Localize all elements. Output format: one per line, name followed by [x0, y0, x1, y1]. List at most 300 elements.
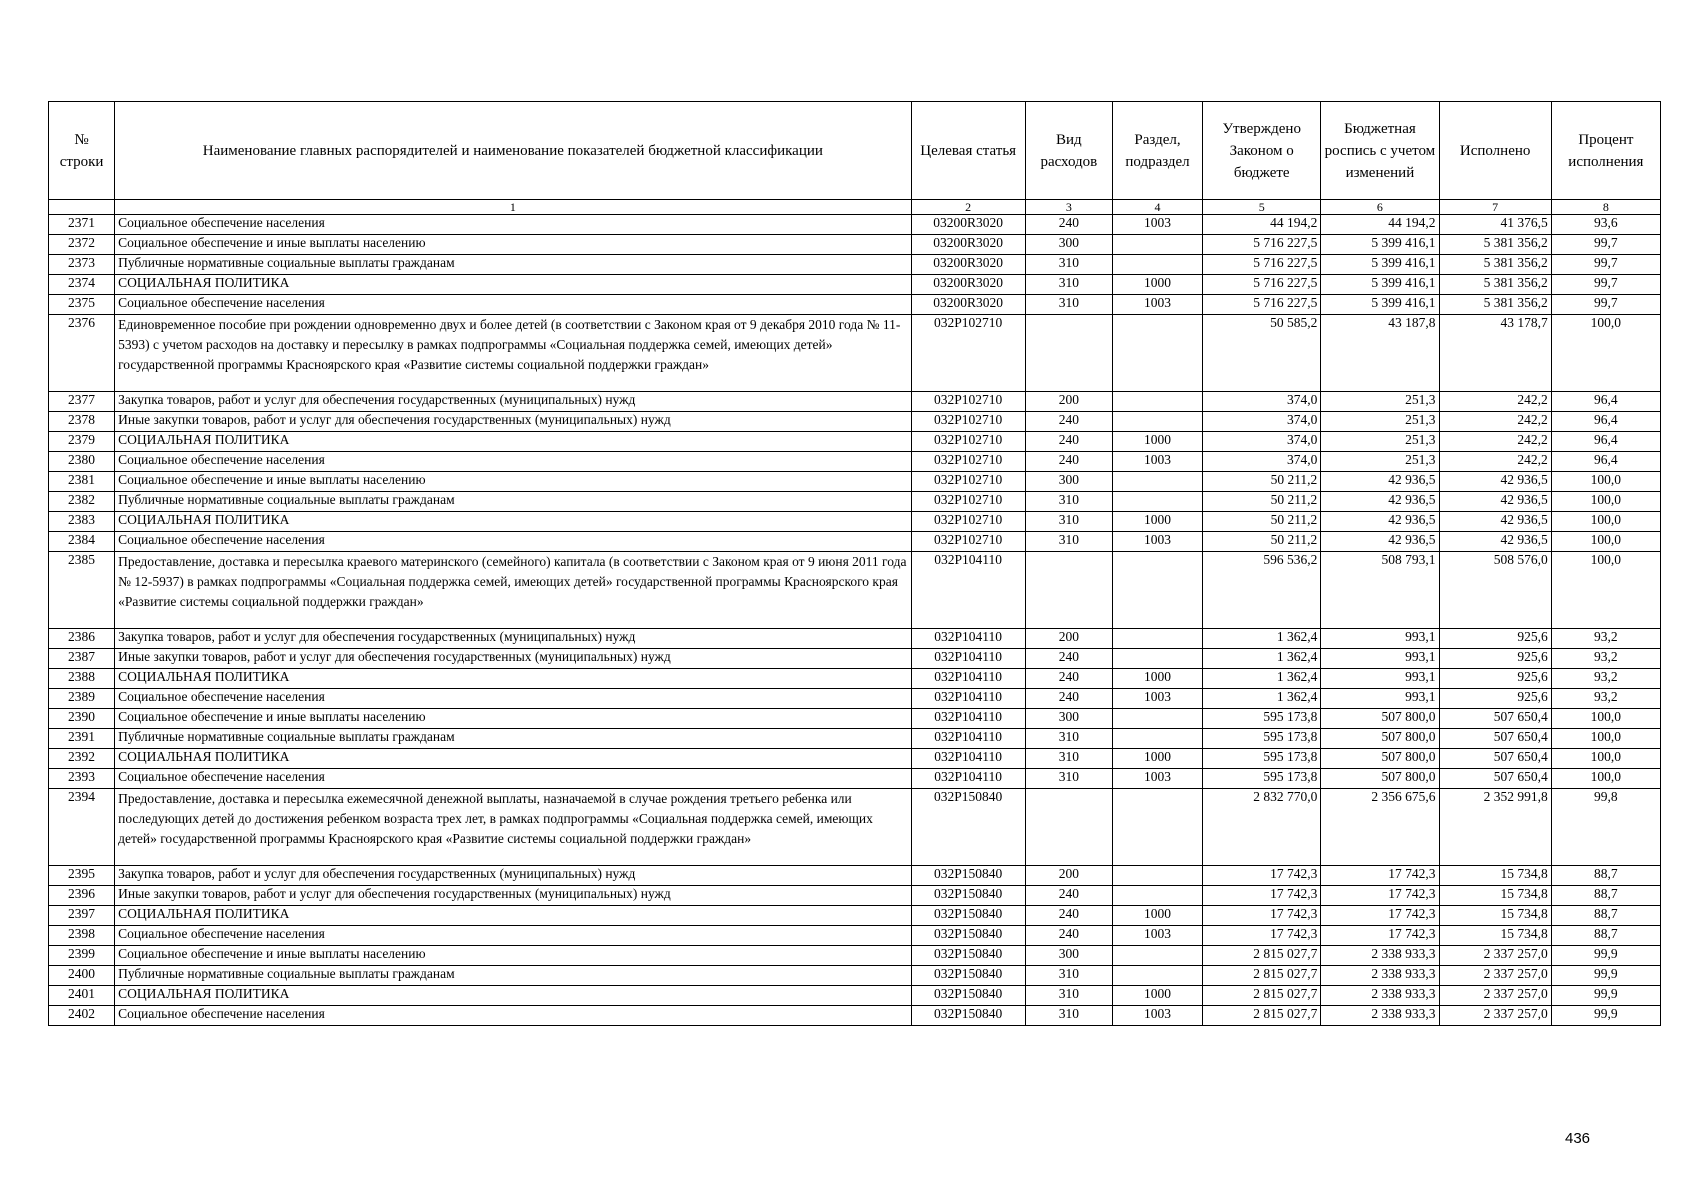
approved-amount-cell: 50 211,2 — [1203, 472, 1321, 492]
name-cell: Публичные нормативные социальные выплаты гражданам — [115, 729, 911, 749]
table-row — [49, 749, 1661, 769]
percent-cell: 100,0 — [1551, 769, 1660, 789]
executed-amount-cell: 925,6 — [1439, 669, 1551, 689]
percent-cell: 100,0 — [1551, 729, 1660, 749]
percent-cell: 99,8 — [1551, 789, 1660, 866]
expense-type-cell: 200 — [1025, 629, 1112, 649]
revised-amount-cell: 251,3 — [1321, 412, 1439, 432]
percent-cell: 99,9 — [1551, 966, 1660, 986]
revised-amount-cell: 42 936,5 — [1321, 492, 1439, 512]
col-number: 4 — [1112, 200, 1202, 215]
expense-type-cell — [1025, 552, 1112, 629]
executed-amount-cell: 507 650,4 — [1439, 769, 1551, 789]
executed-amount-cell: 5 381 356,2 — [1439, 235, 1551, 255]
revised-amount-cell: 508 793,1 — [1321, 552, 1439, 629]
revised-amount-cell: 17 742,3 — [1321, 906, 1439, 926]
revised-amount-cell: 43 187,8 — [1321, 315, 1439, 392]
section-cell: 1003 — [1112, 769, 1202, 789]
col-number: 6 — [1321, 200, 1439, 215]
approved-amount-cell: 50 211,2 — [1203, 512, 1321, 532]
executed-amount-cell: 15 734,8 — [1439, 926, 1551, 946]
percent-cell: 96,4 — [1551, 432, 1660, 452]
revised-amount-cell: 2 338 933,3 — [1321, 946, 1439, 966]
table-row — [49, 886, 1661, 906]
col-header-expense-type: Вид расходов — [1025, 102, 1112, 200]
approved-amount-cell: 595 173,8 — [1203, 769, 1321, 789]
name-cell: Социальное обеспечение населения — [115, 769, 911, 789]
col-number: 3 — [1025, 200, 1112, 215]
expense-type-cell: 240 — [1025, 886, 1112, 906]
name-cell: СОЦИАЛЬНАЯ ПОЛИТИКА — [115, 906, 911, 926]
target-article-cell: 032P102710 — [911, 472, 1025, 492]
name-cell: СОЦИАЛЬНАЯ ПОЛИТИКА — [115, 749, 911, 769]
target-article-cell: 032P150840 — [911, 789, 1025, 866]
row-number-cell: 2398 — [49, 926, 115, 946]
section-cell — [1112, 729, 1202, 749]
target-article-cell: 032P150840 — [911, 926, 1025, 946]
col-number — [49, 200, 115, 215]
revised-amount-cell: 2 338 933,3 — [1321, 1006, 1439, 1026]
table-row — [49, 512, 1661, 532]
percent-cell: 88,7 — [1551, 926, 1660, 946]
revised-amount-cell: 42 936,5 — [1321, 532, 1439, 552]
executed-amount-cell: 42 936,5 — [1439, 472, 1551, 492]
table-row — [49, 769, 1661, 789]
executed-amount-cell: 925,6 — [1439, 689, 1551, 709]
expense-type-cell: 240 — [1025, 669, 1112, 689]
section-cell: 1000 — [1112, 669, 1202, 689]
target-article-cell: 032P102710 — [911, 392, 1025, 412]
expense-type-cell — [1025, 789, 1112, 866]
percent-cell: 100,0 — [1551, 552, 1660, 629]
percent-cell: 93,2 — [1551, 689, 1660, 709]
col-header-approved: Утверждено Законом о бюджете — [1203, 102, 1321, 200]
col-number: 8 — [1551, 200, 1660, 215]
table-row — [49, 472, 1661, 492]
row-number-cell: 2381 — [49, 472, 115, 492]
name-cell: Социальное обеспечение и иные выплаты населению — [115, 709, 911, 729]
executed-amount-cell: 42 936,5 — [1439, 532, 1551, 552]
target-article-cell: 032P104110 — [911, 552, 1025, 629]
name-cell: СОЦИАЛЬНАЯ ПОЛИТИКА — [115, 669, 911, 689]
approved-amount-cell: 1 362,4 — [1203, 649, 1321, 669]
revised-amount-cell: 507 800,0 — [1321, 749, 1439, 769]
section-cell — [1112, 629, 1202, 649]
approved-amount-cell: 1 362,4 — [1203, 689, 1321, 709]
section-cell — [1112, 789, 1202, 866]
approved-amount-cell: 2 815 027,7 — [1203, 986, 1321, 1006]
section-cell — [1112, 709, 1202, 729]
target-article-cell: 032P102710 — [911, 432, 1025, 452]
executed-amount-cell: 2 337 257,0 — [1439, 1006, 1551, 1026]
name-cell: Закупка товаров, работ и услуг для обеспечения государственных (муниципальных) нужд — [115, 866, 911, 886]
executed-amount-cell: 2 337 257,0 — [1439, 966, 1551, 986]
row-number-cell: 2387 — [49, 649, 115, 669]
approved-amount-cell: 595 173,8 — [1203, 729, 1321, 749]
name-cell: Социальное обеспечение населения — [115, 452, 911, 472]
target-article-cell: 032P104110 — [911, 689, 1025, 709]
approved-amount-cell: 595 173,8 — [1203, 749, 1321, 769]
target-article-cell: 032P104110 — [911, 629, 1025, 649]
expense-type-cell: 300 — [1025, 946, 1112, 966]
table-row — [49, 492, 1661, 512]
percent-cell: 99,9 — [1551, 1006, 1660, 1026]
target-article-cell: 032P104110 — [911, 649, 1025, 669]
approved-amount-cell: 374,0 — [1203, 452, 1321, 472]
name-cell: Социальное обеспечение и иные выплаты населению — [115, 946, 911, 966]
row-number-cell: 2400 — [49, 966, 115, 986]
row-number-cell: 2376 — [49, 315, 115, 392]
row-number-cell: 2401 — [49, 986, 115, 1006]
row-number-cell: 2395 — [49, 866, 115, 886]
target-article-cell: 032P150840 — [911, 946, 1025, 966]
target-article-cell: 032P150840 — [911, 906, 1025, 926]
row-number-cell: 2402 — [49, 1006, 115, 1026]
row-number-cell: 2389 — [49, 689, 115, 709]
percent-cell: 93,2 — [1551, 669, 1660, 689]
col-header-name: Наименование главных распорядителей и наименование показателей бюджетной классификации — [115, 102, 911, 200]
expense-type-cell: 310 — [1025, 749, 1112, 769]
percent-cell: 99,7 — [1551, 235, 1660, 255]
target-article-cell: 032P150840 — [911, 866, 1025, 886]
approved-amount-cell: 1 362,4 — [1203, 629, 1321, 649]
expense-type-cell: 240 — [1025, 432, 1112, 452]
table-row — [49, 669, 1661, 689]
expense-type-cell: 310 — [1025, 966, 1112, 986]
executed-amount-cell: 242,2 — [1439, 452, 1551, 472]
percent-cell: 100,0 — [1551, 749, 1660, 769]
col-header-revised: Бюджетная роспись с учетом изменений — [1321, 102, 1439, 200]
executed-amount-cell: 5 381 356,2 — [1439, 275, 1551, 295]
row-number-cell: 2382 — [49, 492, 115, 512]
revised-amount-cell: 507 800,0 — [1321, 709, 1439, 729]
percent-cell: 99,9 — [1551, 946, 1660, 966]
section-cell — [1112, 235, 1202, 255]
target-article-cell: 032P150840 — [911, 966, 1025, 986]
expense-type-cell: 310 — [1025, 512, 1112, 532]
revised-amount-cell: 507 800,0 — [1321, 769, 1439, 789]
revised-amount-cell: 993,1 — [1321, 629, 1439, 649]
target-article-cell: 032P102710 — [911, 412, 1025, 432]
executed-amount-cell: 5 381 356,2 — [1439, 255, 1551, 275]
section-cell — [1112, 392, 1202, 412]
percent-cell: 100,0 — [1551, 512, 1660, 532]
target-article-cell: 03200R3020 — [911, 215, 1025, 235]
target-article-cell: 032P104110 — [911, 749, 1025, 769]
expense-type-cell: 310 — [1025, 729, 1112, 749]
section-cell — [1112, 315, 1202, 392]
row-number-cell: 2390 — [49, 709, 115, 729]
name-cell: Иные закупки товаров, работ и услуг для обеспечения государственных (муниципальных) нужд — [115, 649, 911, 669]
expense-type-cell: 200 — [1025, 866, 1112, 886]
table-row — [49, 709, 1661, 729]
percent-cell: 100,0 — [1551, 472, 1660, 492]
executed-amount-cell: 242,2 — [1439, 392, 1551, 412]
revised-amount-cell: 2 338 933,3 — [1321, 966, 1439, 986]
percent-cell: 99,7 — [1551, 295, 1660, 315]
name-cell: Социальное обеспечение населения — [115, 1006, 911, 1026]
percent-cell: 99,9 — [1551, 986, 1660, 1006]
table-row — [49, 906, 1661, 926]
executed-amount-cell: 925,6 — [1439, 629, 1551, 649]
target-article-cell: 03200R3020 — [911, 275, 1025, 295]
executed-amount-cell: 2 337 257,0 — [1439, 946, 1551, 966]
name-cell: Социальное обеспечение и иные выплаты населению — [115, 235, 911, 255]
executed-amount-cell: 15 734,8 — [1439, 906, 1551, 926]
row-number-cell: 2386 — [49, 629, 115, 649]
header-row — [49, 102, 1661, 200]
revised-amount-cell: 5 399 416,1 — [1321, 275, 1439, 295]
percent-cell: 88,7 — [1551, 886, 1660, 906]
row-number-cell: 2388 — [49, 669, 115, 689]
target-article-cell: 032P102710 — [911, 532, 1025, 552]
target-article-cell: 03200R3020 — [911, 235, 1025, 255]
executed-amount-cell: 508 576,0 — [1439, 552, 1551, 629]
percent-cell: 100,0 — [1551, 532, 1660, 552]
executed-amount-cell: 43 178,7 — [1439, 315, 1551, 392]
row-number-cell: 2399 — [49, 946, 115, 966]
executed-amount-cell: 2 337 257,0 — [1439, 986, 1551, 1006]
percent-cell: 100,0 — [1551, 315, 1660, 392]
table-row — [49, 649, 1661, 669]
section-cell: 1003 — [1112, 532, 1202, 552]
table-row — [49, 866, 1661, 886]
approved-amount-cell: 374,0 — [1203, 432, 1321, 452]
name-cell: Иные закупки товаров, работ и услуг для обеспечения государственных (муниципальных) нужд — [115, 886, 911, 906]
row-number-cell: 2385 — [49, 552, 115, 629]
expense-type-cell: 240 — [1025, 452, 1112, 472]
row-number-cell: 2377 — [49, 392, 115, 412]
name-cell: Социальное обеспечение населения — [115, 689, 911, 709]
revised-amount-cell: 993,1 — [1321, 669, 1439, 689]
budget-execution-table — [48, 101, 1661, 1026]
executed-amount-cell: 242,2 — [1439, 432, 1551, 452]
revised-amount-cell: 251,3 — [1321, 392, 1439, 412]
row-number-cell: 2380 — [49, 452, 115, 472]
name-cell: СОЦИАЛЬНАЯ ПОЛИТИКА — [115, 512, 911, 532]
name-cell: Публичные нормативные социальные выплаты гражданам — [115, 492, 911, 512]
target-article-cell: 032P150840 — [911, 986, 1025, 1006]
col-header-executed: Исполнено — [1439, 102, 1551, 200]
revised-amount-cell: 17 742,3 — [1321, 866, 1439, 886]
table-row — [49, 629, 1661, 649]
revised-amount-cell: 2 356 675,6 — [1321, 789, 1439, 866]
approved-amount-cell: 50 585,2 — [1203, 315, 1321, 392]
revised-amount-cell: 993,1 — [1321, 649, 1439, 669]
approved-amount-cell: 50 211,2 — [1203, 492, 1321, 512]
row-number-cell: 2391 — [49, 729, 115, 749]
col-number: 7 — [1439, 200, 1551, 215]
percent-cell: 88,7 — [1551, 866, 1660, 886]
row-number-cell: 2384 — [49, 532, 115, 552]
table-row — [49, 392, 1661, 412]
approved-amount-cell: 5 716 227,5 — [1203, 275, 1321, 295]
revised-amount-cell: 507 800,0 — [1321, 729, 1439, 749]
col-number: 5 — [1203, 200, 1321, 215]
percent-cell: 99,7 — [1551, 255, 1660, 275]
expense-type-cell: 300 — [1025, 709, 1112, 729]
row-number-cell: 2393 — [49, 769, 115, 789]
section-cell — [1112, 552, 1202, 629]
table-row — [49, 966, 1661, 986]
table-row — [49, 986, 1661, 1006]
table-row — [49, 235, 1661, 255]
revised-amount-cell: 44 194,2 — [1321, 215, 1439, 235]
row-number-cell: 2397 — [49, 906, 115, 926]
col-number: 2 — [911, 200, 1025, 215]
section-cell — [1112, 649, 1202, 669]
executed-amount-cell: 42 936,5 — [1439, 512, 1551, 532]
approved-amount-cell: 2 832 770,0 — [1203, 789, 1321, 866]
name-cell: Социальное обеспечение населения — [115, 215, 911, 235]
target-article-cell: 032P150840 — [911, 886, 1025, 906]
approved-amount-cell: 596 536,2 — [1203, 552, 1321, 629]
name-cell: Предоставление, доставка и пересылка краевого материнского (семейного) капитала (в соответствии с Законом края от 9 июня 2011 года № 12-5937) в рамках подпрограммы «Социальная поддержка семей, имеющих детей» государственной программы Красноярского края «Развитие системы социальной поддержки граждан» — [115, 552, 911, 629]
section-cell: 1000 — [1112, 432, 1202, 452]
revised-amount-cell: 251,3 — [1321, 452, 1439, 472]
section-cell — [1112, 866, 1202, 886]
name-cell: Социальное обеспечение населения — [115, 532, 911, 552]
table-row — [49, 255, 1661, 275]
table-row — [49, 412, 1661, 432]
executed-amount-cell: 2 352 991,8 — [1439, 789, 1551, 866]
row-number-cell: 2392 — [49, 749, 115, 769]
executed-amount-cell: 507 650,4 — [1439, 729, 1551, 749]
expense-type-cell: 310 — [1025, 492, 1112, 512]
revised-amount-cell: 42 936,5 — [1321, 512, 1439, 532]
section-cell — [1112, 472, 1202, 492]
table-row — [49, 432, 1661, 452]
table-row — [49, 729, 1661, 749]
approved-amount-cell: 5 716 227,5 — [1203, 255, 1321, 275]
expense-type-cell: 300 — [1025, 235, 1112, 255]
table-body — [49, 215, 1661, 1026]
target-article-cell: 032P102710 — [911, 452, 1025, 472]
approved-amount-cell: 17 742,3 — [1203, 866, 1321, 886]
percent-cell: 99,7 — [1551, 275, 1660, 295]
expense-type-cell: 310 — [1025, 295, 1112, 315]
expense-type-cell: 310 — [1025, 769, 1112, 789]
row-number-cell: 2375 — [49, 295, 115, 315]
name-cell: Единовременное пособие при рождении одновременно двух и более детей (в соответствии с Законом края от 9 декабря 2010 года № 11-5393) с учетом расходов на доставку и пересылку в рамках подпрограммы «Социальная поддержка семей, имеющих детей» государственной программы Красноярского края «Развитие системы социальной поддержки граждан» — [115, 315, 911, 392]
row-number-cell: 2371 — [49, 215, 115, 235]
row-number-cell: 2379 — [49, 432, 115, 452]
expense-type-cell: 240 — [1025, 906, 1112, 926]
expense-type-cell: 200 — [1025, 392, 1112, 412]
section-cell: 1000 — [1112, 749, 1202, 769]
section-cell: 1000 — [1112, 512, 1202, 532]
column-number-row — [49, 200, 1661, 215]
section-cell — [1112, 966, 1202, 986]
target-article-cell: 032P104110 — [911, 729, 1025, 749]
expense-type-cell: 310 — [1025, 275, 1112, 295]
expense-type-cell: 300 — [1025, 472, 1112, 492]
expense-type-cell: 240 — [1025, 689, 1112, 709]
expense-type-cell: 240 — [1025, 412, 1112, 432]
percent-cell: 100,0 — [1551, 492, 1660, 512]
executed-amount-cell: 242,2 — [1439, 412, 1551, 432]
approved-amount-cell: 5 716 227,5 — [1203, 235, 1321, 255]
col-header-percent: Процент исполнения — [1551, 102, 1660, 200]
name-cell: СОЦИАЛЬНАЯ ПОЛИТИКА — [115, 986, 911, 1006]
percent-cell: 88,7 — [1551, 906, 1660, 926]
section-cell: 1003 — [1112, 295, 1202, 315]
percent-cell: 100,0 — [1551, 709, 1660, 729]
table-row — [49, 552, 1661, 629]
revised-amount-cell: 251,3 — [1321, 432, 1439, 452]
executed-amount-cell: 41 376,5 — [1439, 215, 1551, 235]
executed-amount-cell: 42 936,5 — [1439, 492, 1551, 512]
expense-type-cell — [1025, 315, 1112, 392]
target-article-cell: 032P102710 — [911, 512, 1025, 532]
approved-amount-cell: 5 716 227,5 — [1203, 295, 1321, 315]
percent-cell: 96,4 — [1551, 452, 1660, 472]
page-number: 436 — [1565, 1130, 1591, 1147]
name-cell: СОЦИАЛЬНАЯ ПОЛИТИКА — [115, 275, 911, 295]
revised-amount-cell: 2 338 933,3 — [1321, 986, 1439, 1006]
section-cell: 1000 — [1112, 986, 1202, 1006]
col-header-target-article: Целевая статья — [911, 102, 1025, 200]
revised-amount-cell: 5 399 416,1 — [1321, 295, 1439, 315]
section-cell — [1112, 492, 1202, 512]
approved-amount-cell: 17 742,3 — [1203, 906, 1321, 926]
approved-amount-cell: 50 211,2 — [1203, 532, 1321, 552]
revised-amount-cell: 42 936,5 — [1321, 472, 1439, 492]
percent-cell: 93,2 — [1551, 629, 1660, 649]
table-row — [49, 1006, 1661, 1026]
percent-cell: 96,4 — [1551, 392, 1660, 412]
table-row — [49, 295, 1661, 315]
section-cell — [1112, 946, 1202, 966]
table-row — [49, 532, 1661, 552]
col-header-row-number: № строки — [49, 102, 115, 200]
approved-amount-cell: 17 742,3 — [1203, 926, 1321, 946]
approved-amount-cell: 1 362,4 — [1203, 669, 1321, 689]
target-article-cell: 032P102710 — [911, 492, 1025, 512]
name-cell: Предоставление, доставка и пересылка ежемесячной денежной выплаты, назначаемой в случае рождения третьего ребенка или последующих детей до достижения ребенком возраста трех лет, в рамках подпрограммы «Социальная поддержка семей, имеющих детей» государственной программы Красноярского края «Развитие системы социальной поддержки граждан» — [115, 789, 911, 866]
approved-amount-cell: 2 815 027,7 — [1203, 946, 1321, 966]
section-cell — [1112, 886, 1202, 906]
row-number-cell: 2383 — [49, 512, 115, 532]
executed-amount-cell: 15 734,8 — [1439, 866, 1551, 886]
approved-amount-cell: 374,0 — [1203, 412, 1321, 432]
name-cell: Социальное обеспечение населения — [115, 295, 911, 315]
approved-amount-cell: 44 194,2 — [1203, 215, 1321, 235]
section-cell: 1003 — [1112, 689, 1202, 709]
approved-amount-cell: 374,0 — [1203, 392, 1321, 412]
target-article-cell: 032P104110 — [911, 669, 1025, 689]
executed-amount-cell: 15 734,8 — [1439, 886, 1551, 906]
table-row — [49, 452, 1661, 472]
row-number-cell: 2374 — [49, 275, 115, 295]
row-number-cell: 2394 — [49, 789, 115, 866]
name-cell: Закупка товаров, работ и услуг для обеспечения государственных (муниципальных) нужд — [115, 392, 911, 412]
table-row — [49, 789, 1661, 866]
row-number-cell: 2373 — [49, 255, 115, 275]
expense-type-cell: 240 — [1025, 649, 1112, 669]
expense-type-cell: 310 — [1025, 255, 1112, 275]
revised-amount-cell: 993,1 — [1321, 689, 1439, 709]
section-cell: 1003 — [1112, 1006, 1202, 1026]
approved-amount-cell: 2 815 027,7 — [1203, 966, 1321, 986]
table-row — [49, 689, 1661, 709]
section-cell: 1000 — [1112, 275, 1202, 295]
revised-amount-cell: 17 742,3 — [1321, 886, 1439, 906]
executed-amount-cell: 925,6 — [1439, 649, 1551, 669]
approved-amount-cell: 2 815 027,7 — [1203, 1006, 1321, 1026]
expense-type-cell: 240 — [1025, 926, 1112, 946]
col-number: 1 — [115, 200, 911, 215]
